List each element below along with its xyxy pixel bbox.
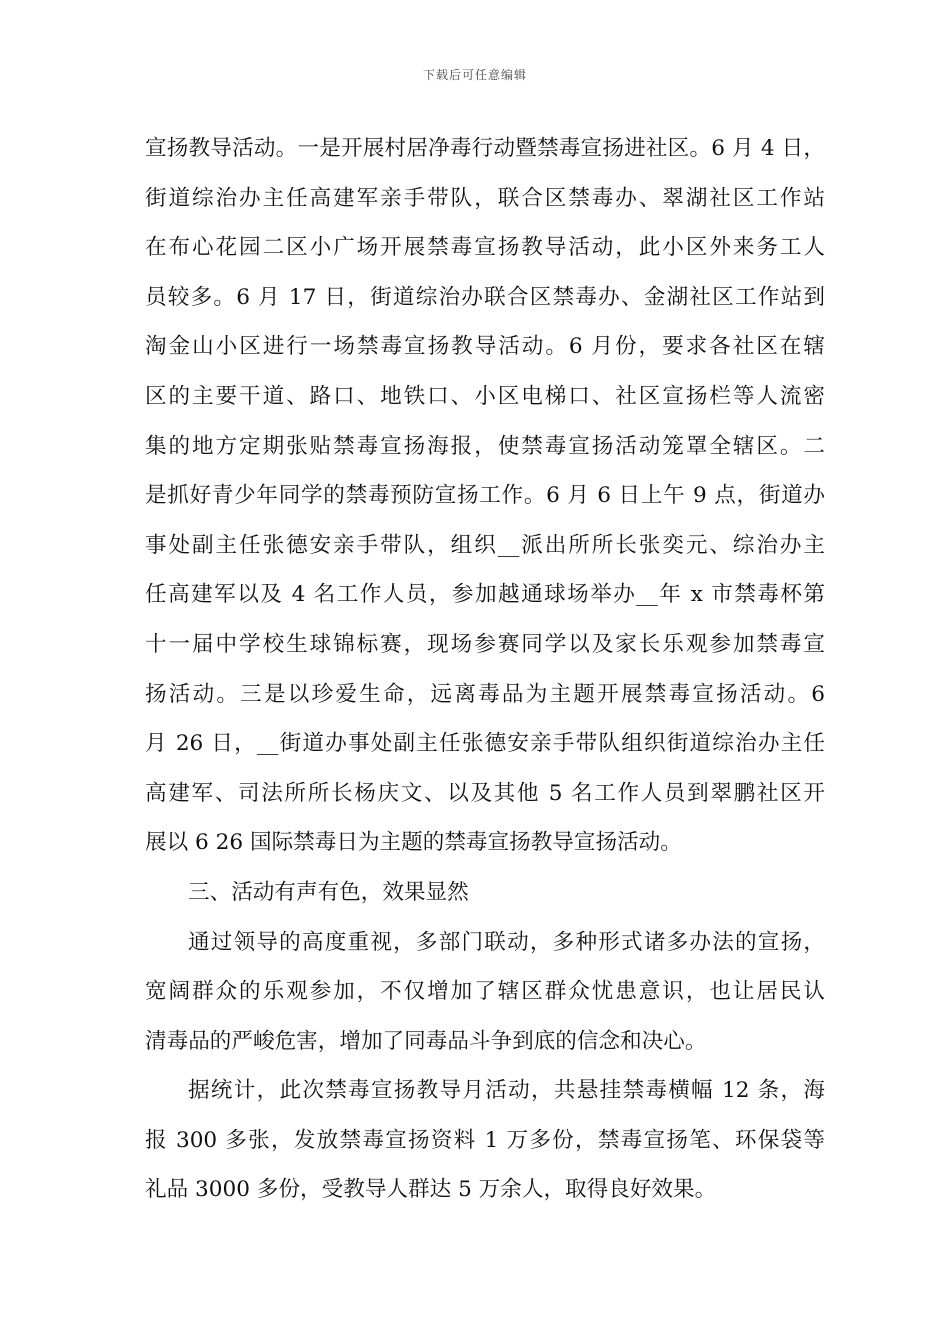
- body-line: 集的地方定期张贴禁毒宣扬海报，使禁毒宣扬活动笼罩全辖区。二: [145, 433, 825, 459]
- body-line: 街道综治办主任高建军亲手带队，联合区禁毒办、翠湖社区工作站: [145, 185, 825, 211]
- body-line: 月 26 日，__街道办事处副主任张德安亲手带队组织街道综治办主任: [145, 731, 825, 757]
- body-line: 任高建军以及 4 名工作人员，参加越通球场举办__年 x 市禁毒杯第: [145, 582, 825, 608]
- body-line: 事处副主任张德安亲手带队，组织__派出所所长张奕元、综治办主: [145, 532, 825, 558]
- body-line: 是抓好青少年同学的禁毒预防宣扬工作。6 月 6 日上午 9 点，街道办: [145, 483, 825, 509]
- document-body: [145, 124, 825, 1215]
- body-line: 展以 6 26 国际禁毒日为主题的禁毒宣扬教导宣扬活动。: [145, 830, 682, 856]
- body-line: 十一届中学校生球锦标赛，现场参赛同学以及家长乐观参加禁毒宣: [145, 631, 825, 657]
- body-line: 淘金山小区进行一场禁毒宣扬教导活动。6 月份，要求各社区在辖: [145, 334, 825, 360]
- body-line: 宣扬教导活动。一是开展村居净毒行动暨禁毒宣扬进社区。6 月 4 日，: [145, 136, 825, 161]
- body-line: 清毒品的严峻危害，增加了同毒品斗争到底的信念和决心。: [145, 1028, 707, 1054]
- section-heading: 三、活动有声有色，效果显然: [188, 879, 469, 905]
- body-line: 宽阔群众的乐观参加，不仅增加了辖区群众忧患意识，也让居民认: [145, 979, 825, 1005]
- body-line: 通过领导的高度重视，多部门联动，多种形式诸多办法的宣扬，: [188, 929, 825, 955]
- body-line: 在布心花园二区小广场开展禁毒宣扬教导活动，此小区外来务工人: [145, 235, 825, 261]
- body-line: 据统计，此次禁毒宣扬教导月活动，共悬挂禁毒横幅 12 条，海: [188, 1078, 825, 1104]
- body-line: 员较多。6 月 17 日，街道综治办联合区禁毒办、金湖社区工作站到: [145, 284, 825, 310]
- body-line: 礼品 3000 多份，受教导人群达 5 万余人，取得良好效果。: [145, 1177, 717, 1203]
- body-line: 区的主要干道、路口、地铁口、小区电梯口、社区宣扬栏等人流密: [145, 383, 825, 409]
- body-line: 报 300 多张，发放禁毒宣扬资料 1 万多份，禁毒宣扬笔、环保袋等: [145, 1127, 825, 1153]
- body-line: 高建军、司法所所长杨庆文、以及其他 5 名工作人员到翠鹏社区开: [145, 780, 825, 806]
- body-line: 扬活动。三是以珍爱生命，远离毒品为主题开展禁毒宣扬活动。6: [145, 681, 825, 707]
- page-header: 下载后可任意编辑: [422, 68, 527, 82]
